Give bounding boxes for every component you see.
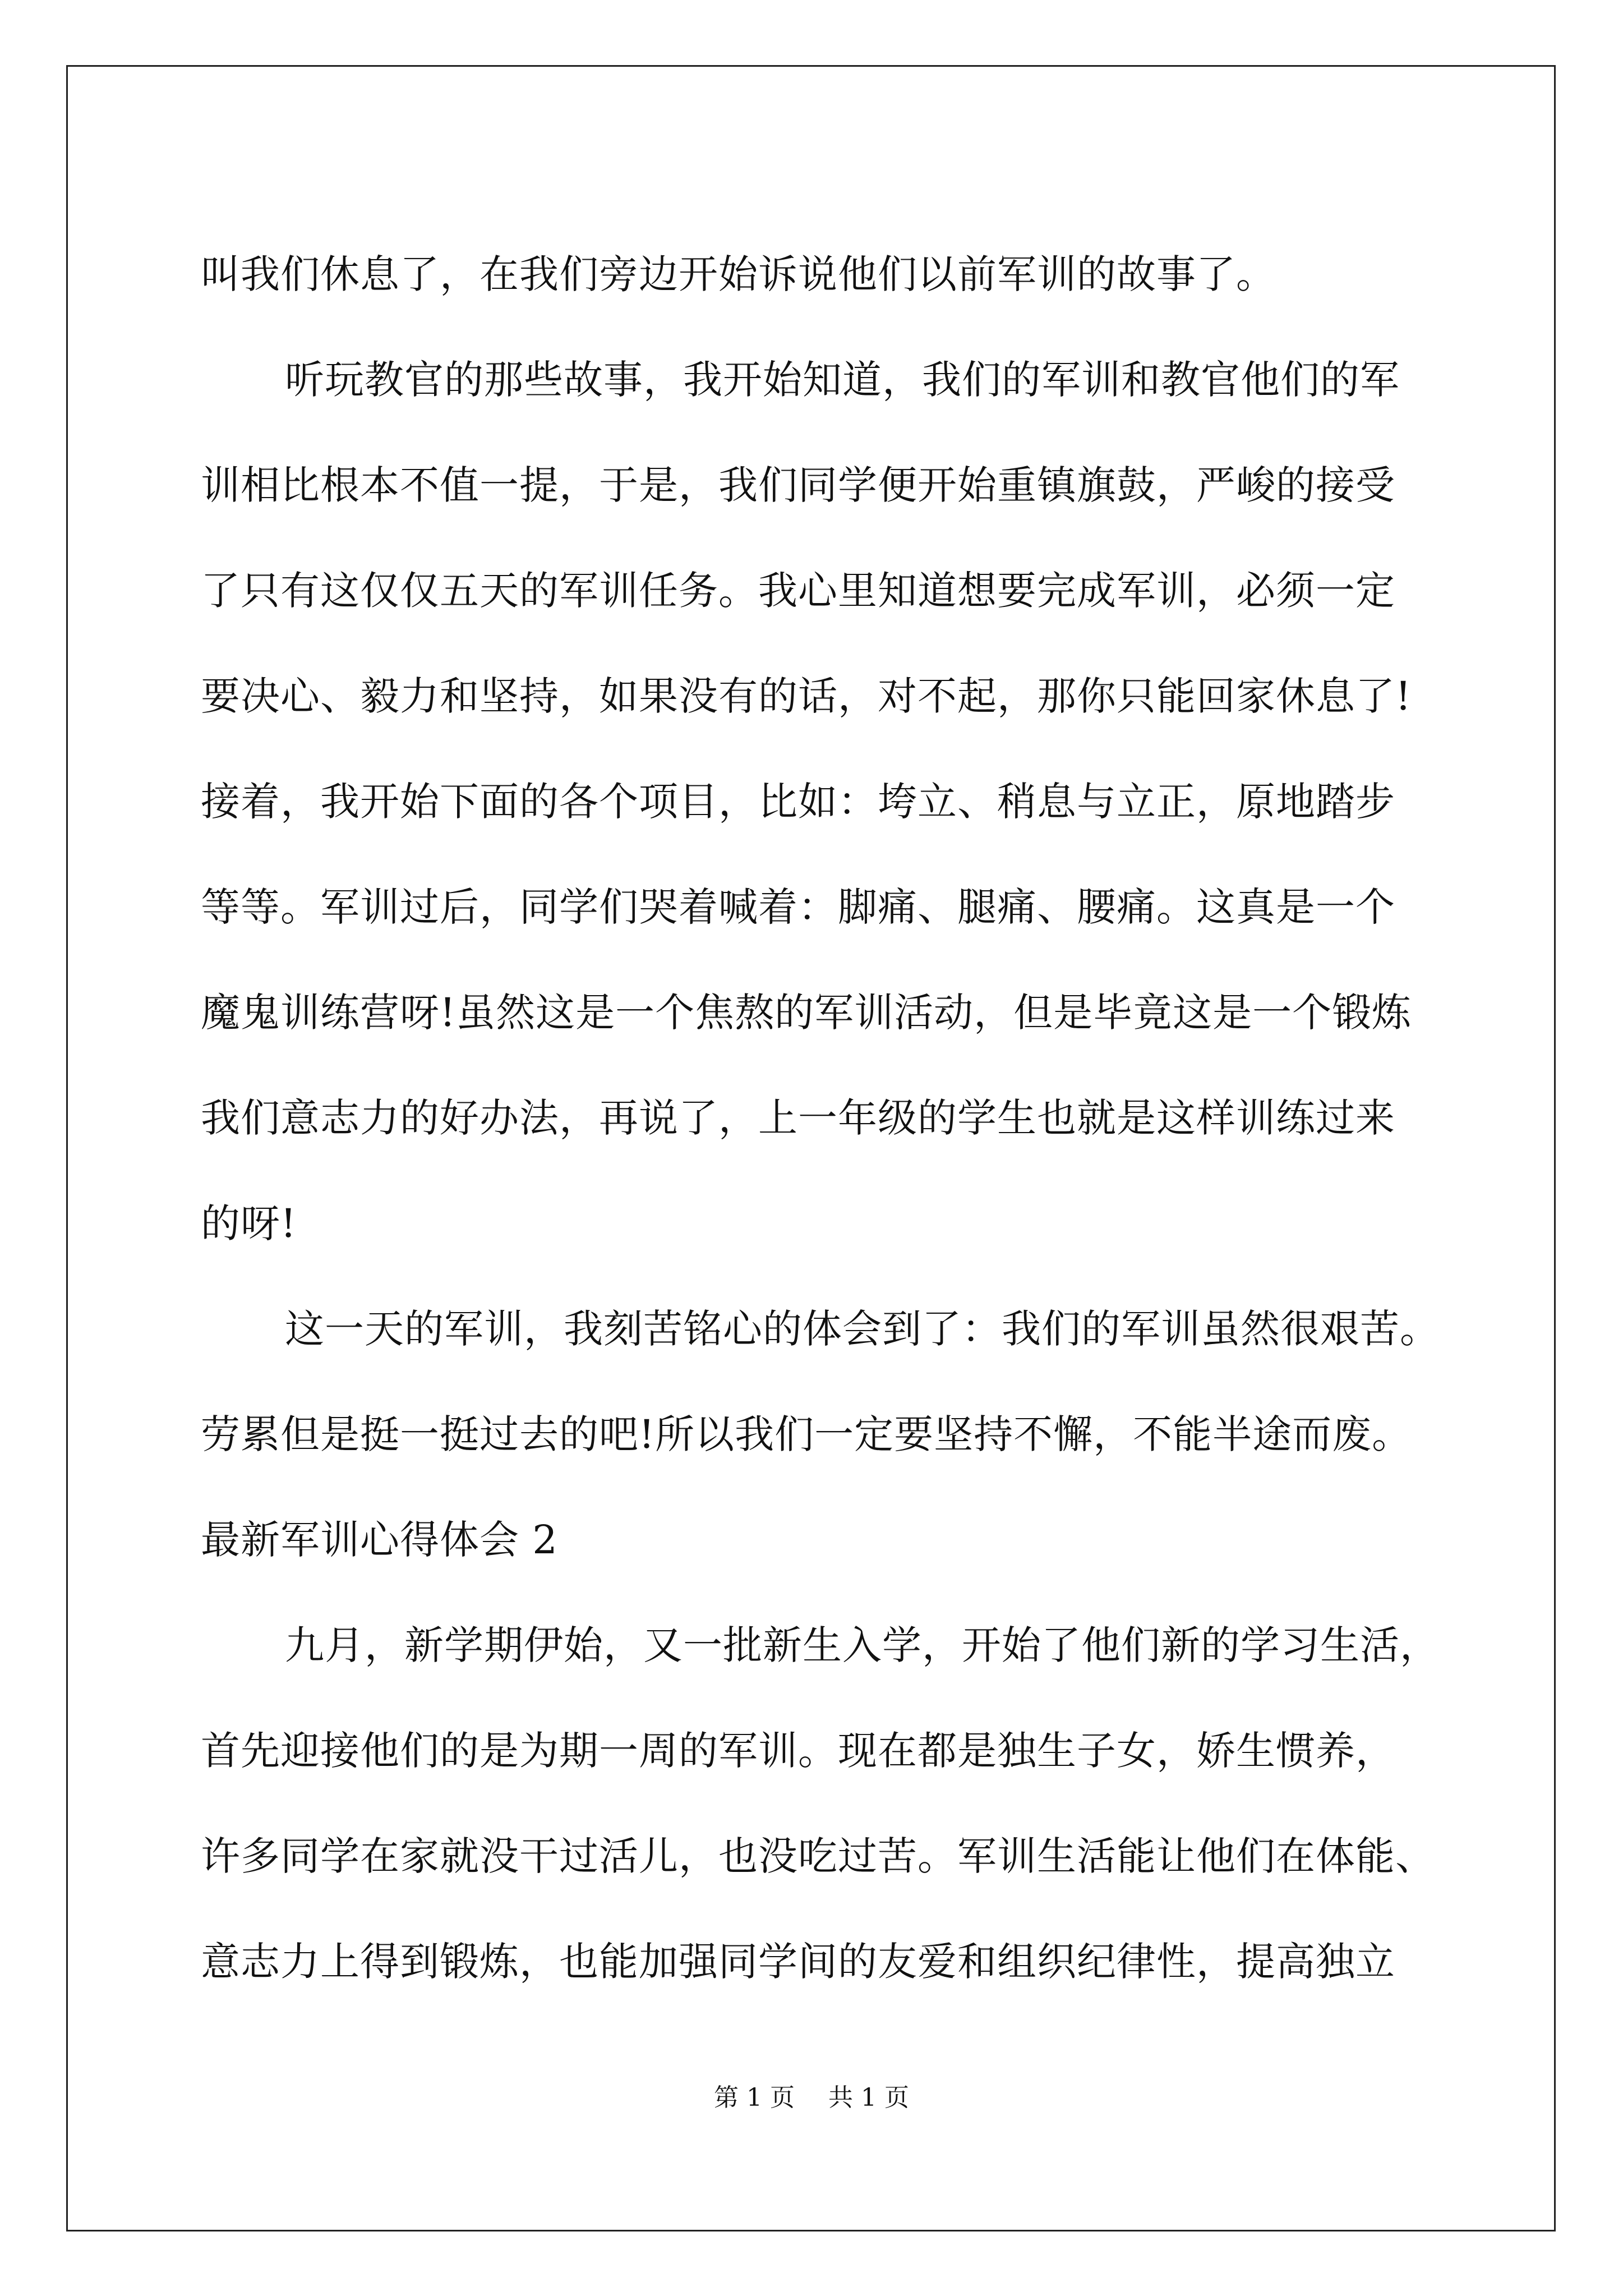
- page-number: 第 1 页: [714, 2083, 795, 2112]
- text-line-12: 劳累但是挺一挺过去的吧!所以我们一定要坚持不懈，不能半途而废。: [201, 1411, 1412, 1457]
- text-line-16: 许多同学在家就没干过活儿，也没吃过苦。军训生活能让他们在体能、: [201, 1833, 1435, 1879]
- text-line-1: 叫我们休息了，在我们旁边开始诉说他们以前军训的故事了。: [201, 251, 1276, 297]
- text-line-14: 九月，新学期伊始，又一批新生入学，开始了他们新的学习生活，: [285, 1622, 1440, 1668]
- text-line-5: 要决心、毅力和坚持，如果没有的话，对不起，那你只能回家休息了!: [201, 673, 1412, 719]
- document-body: [201, 222, 1440, 2014]
- text-line-7: 等等。军训过后，同学们哭着喊着：脚痛、腿痛、腰痛。这真是一个: [201, 884, 1395, 930]
- text-line-2: 听玩教官的那些故事，我开始知道，我们的军训和教官他们的军: [285, 357, 1400, 403]
- text-line-9: 我们意志力的好办法，再说了，上一年级的学生也就是这样训练过来: [201, 1095, 1395, 1141]
- page-total: 共 1 页: [828, 2083, 909, 2112]
- text-line-10: 的呀!: [201, 1200, 297, 1246]
- section-heading: 最新军训心得体会 2: [201, 1517, 558, 1563]
- text-line-4: 了只有这仅仅五天的军训任务。我心里知道想要完成军训，必须一定: [201, 568, 1395, 614]
- page-footer: [0, 2082, 1623, 2114]
- text-line-15: 首先迎接他们的是为期一周的军训。现在都是独生子女，娇生惯养，: [201, 1728, 1395, 1774]
- text-line-17: 意志力上得到锻炼，也能加强同学间的友爱和组织纪律性，提高独立: [201, 1939, 1395, 1985]
- text-line-8: 魔鬼训练营呀!虽然这是一个焦熬的军训活动，但是毕竟这是一个锻炼: [201, 990, 1412, 1036]
- text-line-6: 接着，我开始下面的各个项目，比如：垮立、稍息与立正，原地踏步: [201, 779, 1395, 825]
- text-line-3: 训相比根本不值一提，于是，我们同学便开始重镇旗鼓，严峻的接受: [201, 462, 1395, 508]
- text-line-11: 这一天的军训，我刻苦铭心的体会到了：我们的军训虽然很艰苦。: [285, 1306, 1440, 1352]
